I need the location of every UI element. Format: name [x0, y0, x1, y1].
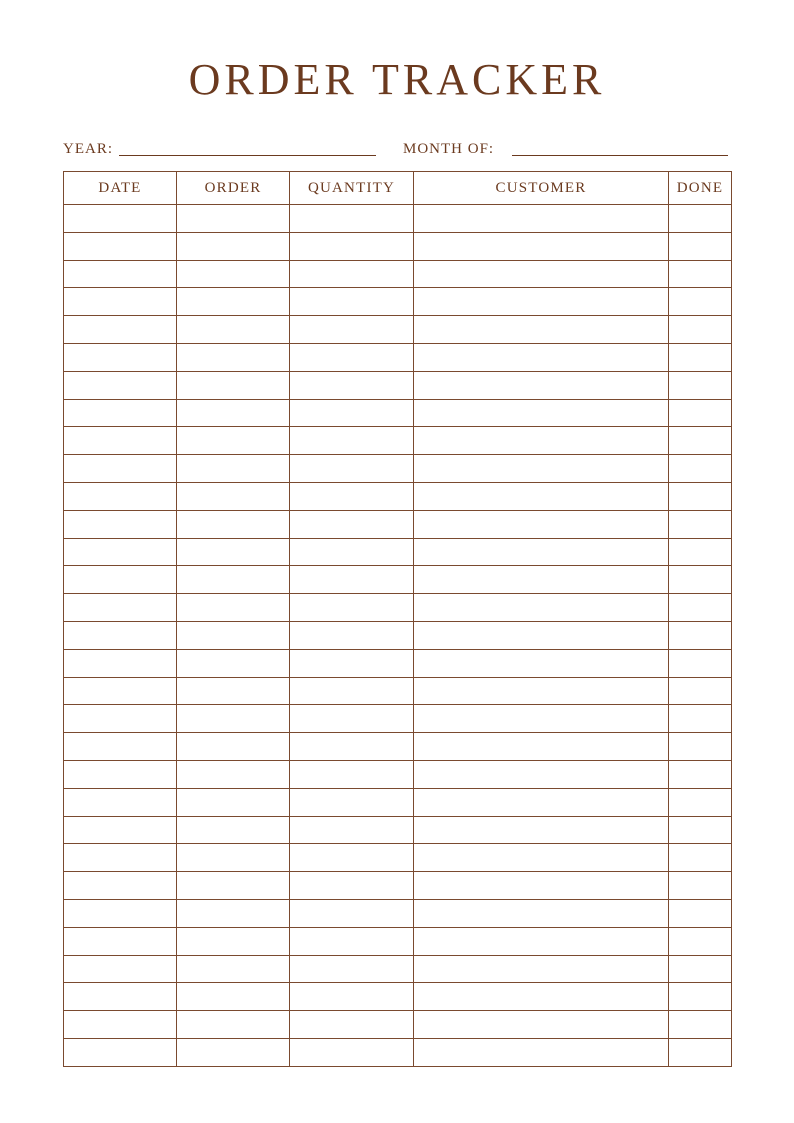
done-cell[interactable] [669, 399, 732, 427]
done-cell[interactable] [669, 566, 732, 594]
customer-cell[interactable] [414, 566, 669, 594]
order-cell[interactable] [177, 955, 290, 983]
order-table [63, 171, 732, 1067]
done-cell[interactable] [669, 538, 732, 566]
quantity-cell[interactable] [290, 649, 414, 677]
date-cell[interactable] [64, 788, 177, 816]
customer-cell[interactable] [414, 733, 669, 761]
done-cell[interactable] [669, 455, 732, 483]
done-cell[interactable] [669, 1038, 732, 1066]
table-row [64, 594, 732, 622]
done-cell[interactable] [669, 760, 732, 788]
customer-cell[interactable] [414, 872, 669, 900]
order-cell[interactable] [177, 621, 290, 649]
done-cell[interactable] [669, 316, 732, 344]
order-cell[interactable] [177, 816, 290, 844]
table-row [64, 316, 732, 344]
order-cell[interactable] [177, 733, 290, 761]
order-cell[interactable] [177, 205, 290, 233]
month-label: MONTH OF: [403, 141, 495, 157]
quantity-cell[interactable] [290, 316, 414, 344]
table-row [64, 371, 732, 399]
customer-cell[interactable] [414, 594, 669, 622]
date-cell[interactable] [64, 399, 177, 427]
date-cell[interactable] [64, 1011, 177, 1039]
done-cell[interactable] [669, 371, 732, 399]
order-cell[interactable] [177, 427, 290, 455]
quantity-cell[interactable] [290, 816, 414, 844]
customer-cell[interactable] [414, 621, 669, 649]
quantity-cell[interactable] [290, 872, 414, 900]
done-cell[interactable] [669, 621, 732, 649]
order-cell[interactable] [177, 455, 290, 483]
quantity-cell[interactable] [290, 594, 414, 622]
quantity-cell[interactable] [290, 677, 414, 705]
column-header-order: ORDER [177, 172, 290, 205]
table-row [64, 482, 732, 510]
order-cell[interactable] [177, 538, 290, 566]
table-row [64, 705, 732, 733]
date-cell[interactable] [64, 343, 177, 371]
done-cell[interactable] [669, 927, 732, 955]
customer-cell[interactable] [414, 1011, 669, 1039]
quantity-cell[interactable] [290, 899, 414, 927]
quantity-cell[interactable] [290, 427, 414, 455]
order-cell[interactable] [177, 316, 290, 344]
quantity-cell[interactable] [290, 844, 414, 872]
done-cell[interactable] [669, 816, 732, 844]
table-row [64, 1038, 732, 1066]
order-cell[interactable] [177, 788, 290, 816]
table-row [64, 649, 732, 677]
quantity-cell[interactable] [290, 371, 414, 399]
done-cell[interactable] [669, 677, 732, 705]
date-cell[interactable] [64, 1038, 177, 1066]
date-cell[interactable] [64, 872, 177, 900]
year-label: YEAR: [63, 141, 113, 157]
column-header-quantity: QUANTITY [290, 172, 414, 205]
customer-cell[interactable] [414, 760, 669, 788]
date-cell[interactable] [64, 232, 177, 260]
done-cell[interactable] [669, 649, 732, 677]
quantity-cell[interactable] [290, 705, 414, 733]
date-cell[interactable] [64, 816, 177, 844]
order-cell[interactable] [177, 844, 290, 872]
column-header-customer: CUSTOMER [414, 172, 669, 205]
customer-cell[interactable] [414, 482, 669, 510]
table-row [64, 816, 732, 844]
month-field[interactable] [512, 155, 728, 156]
date-cell[interactable] [64, 538, 177, 566]
quantity-cell[interactable] [290, 983, 414, 1011]
quantity-cell[interactable] [290, 232, 414, 260]
customer-cell[interactable] [414, 955, 669, 983]
date-cell[interactable] [64, 427, 177, 455]
page-title: ORDER TRACKER [188, 55, 606, 104]
customer-cell[interactable] [414, 844, 669, 872]
done-cell[interactable] [669, 955, 732, 983]
table-row [64, 955, 732, 983]
date-cell[interactable] [64, 594, 177, 622]
order-cell[interactable] [177, 899, 290, 927]
date-cell[interactable] [64, 705, 177, 733]
customer-cell[interactable] [414, 816, 669, 844]
table-row [64, 872, 732, 900]
quantity-cell[interactable] [290, 566, 414, 594]
done-cell[interactable] [669, 343, 732, 371]
order-cell[interactable] [177, 566, 290, 594]
quantity-cell[interactable] [290, 733, 414, 761]
customer-cell[interactable] [414, 399, 669, 427]
table-row [64, 927, 732, 955]
order-cell[interactable] [177, 1011, 290, 1039]
customer-cell[interactable] [414, 260, 669, 288]
date-cell[interactable] [64, 205, 177, 233]
quantity-cell[interactable] [290, 399, 414, 427]
date-cell[interactable] [64, 955, 177, 983]
customer-cell[interactable] [414, 983, 669, 1011]
quantity-cell[interactable] [290, 482, 414, 510]
date-cell[interactable] [64, 316, 177, 344]
customer-cell[interactable] [414, 232, 669, 260]
table-row [64, 899, 732, 927]
customer-cell[interactable] [414, 677, 669, 705]
customer-cell[interactable] [414, 649, 669, 677]
order-cell[interactable] [177, 371, 290, 399]
quantity-cell[interactable] [290, 538, 414, 566]
table-row [64, 566, 732, 594]
order-cell[interactable] [177, 677, 290, 705]
order-cell[interactable] [177, 705, 290, 733]
done-cell[interactable] [669, 733, 732, 761]
customer-cell[interactable] [414, 205, 669, 233]
table-row [64, 343, 732, 371]
done-cell[interactable] [669, 510, 732, 538]
date-cell[interactable] [64, 260, 177, 288]
customer-cell[interactable] [414, 288, 669, 316]
table-row [64, 760, 732, 788]
done-cell[interactable] [669, 260, 732, 288]
table-row [64, 788, 732, 816]
order-cell[interactable] [177, 288, 290, 316]
date-cell[interactable] [64, 566, 177, 594]
customer-cell[interactable] [414, 427, 669, 455]
order-cell[interactable] [177, 399, 290, 427]
quantity-cell[interactable] [290, 955, 414, 983]
customer-cell[interactable] [414, 455, 669, 483]
date-cell[interactable] [64, 983, 177, 1011]
order-cell[interactable] [177, 510, 290, 538]
done-cell[interactable] [669, 872, 732, 900]
date-cell[interactable] [64, 371, 177, 399]
done-cell[interactable] [669, 1011, 732, 1039]
done-cell[interactable] [669, 594, 732, 622]
header-fields [63, 138, 731, 162]
customer-cell[interactable] [414, 371, 669, 399]
quantity-cell[interactable] [290, 455, 414, 483]
done-cell[interactable] [669, 482, 732, 510]
done-cell[interactable] [669, 205, 732, 233]
quantity-cell[interactable] [290, 288, 414, 316]
customer-cell[interactable] [414, 510, 669, 538]
customer-cell[interactable] [414, 899, 669, 927]
order-cell[interactable] [177, 872, 290, 900]
table-row [64, 621, 732, 649]
done-cell[interactable] [669, 844, 732, 872]
table-row [64, 205, 732, 233]
quantity-cell[interactable] [290, 1038, 414, 1066]
customer-cell[interactable] [414, 1038, 669, 1066]
order-cell[interactable] [177, 343, 290, 371]
order-cell[interactable] [177, 232, 290, 260]
date-cell[interactable] [64, 844, 177, 872]
table-row [64, 232, 732, 260]
order-cell[interactable] [177, 760, 290, 788]
order-cell[interactable] [177, 260, 290, 288]
quantity-cell[interactable] [290, 205, 414, 233]
date-cell[interactable] [64, 649, 177, 677]
order-cell[interactable] [177, 482, 290, 510]
table-row [64, 427, 732, 455]
table-row [64, 983, 732, 1011]
year-field[interactable] [119, 155, 376, 156]
table-row [64, 538, 732, 566]
quantity-cell[interactable] [290, 760, 414, 788]
order-cell[interactable] [177, 927, 290, 955]
table-body [64, 205, 732, 1067]
date-cell[interactable] [64, 288, 177, 316]
column-header-done: DONE [669, 172, 732, 205]
table-row [64, 510, 732, 538]
table-header-row [64, 172, 732, 205]
table-row [64, 844, 732, 872]
quantity-cell[interactable] [290, 927, 414, 955]
table-row [64, 399, 732, 427]
quantity-cell[interactable] [290, 788, 414, 816]
customer-cell[interactable] [414, 538, 669, 566]
table-row [64, 455, 732, 483]
table-row [64, 260, 732, 288]
quantity-cell[interactable] [290, 510, 414, 538]
date-cell[interactable] [64, 899, 177, 927]
quantity-cell[interactable] [290, 1011, 414, 1039]
table-row [64, 288, 732, 316]
date-cell[interactable] [64, 621, 177, 649]
customer-cell[interactable] [414, 788, 669, 816]
table-row [64, 677, 732, 705]
done-cell[interactable] [669, 288, 732, 316]
customer-cell[interactable] [414, 343, 669, 371]
date-cell[interactable] [64, 455, 177, 483]
table-row [64, 733, 732, 761]
done-cell[interactable] [669, 788, 732, 816]
date-cell[interactable] [64, 677, 177, 705]
customer-cell[interactable] [414, 316, 669, 344]
quantity-cell[interactable] [290, 621, 414, 649]
date-cell[interactable] [64, 482, 177, 510]
date-cell[interactable] [64, 760, 177, 788]
date-cell[interactable] [64, 927, 177, 955]
done-cell[interactable] [669, 983, 732, 1011]
done-cell[interactable] [669, 899, 732, 927]
date-cell[interactable] [64, 733, 177, 761]
customer-cell[interactable] [414, 705, 669, 733]
customer-cell[interactable] [414, 927, 669, 955]
table-row [64, 1011, 732, 1039]
column-header-date: DATE [64, 172, 177, 205]
quantity-cell[interactable] [290, 343, 414, 371]
done-cell[interactable] [669, 427, 732, 455]
done-cell[interactable] [669, 705, 732, 733]
order-cell[interactable] [177, 1038, 290, 1066]
order-cell[interactable] [177, 649, 290, 677]
quantity-cell[interactable] [290, 260, 414, 288]
order-cell[interactable] [177, 983, 290, 1011]
date-cell[interactable] [64, 510, 177, 538]
order-cell[interactable] [177, 594, 290, 622]
done-cell[interactable] [669, 232, 732, 260]
